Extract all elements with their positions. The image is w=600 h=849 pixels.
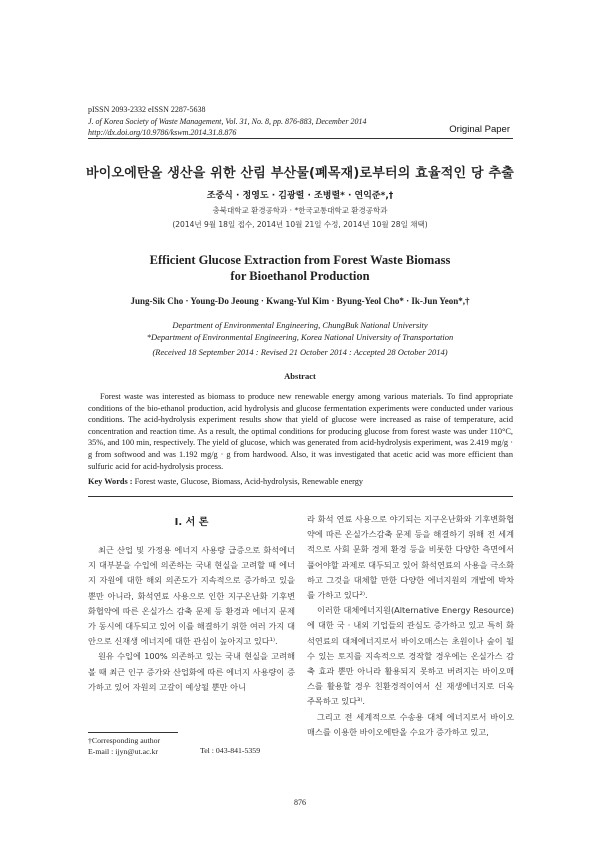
affiliation-line-1: Department of Environmental Engineering, ChungBuk National University [172, 320, 428, 330]
right-paragraph-2: 이러한 대체에너지원(Alternative Energy Resource)에 대한 국 · 내외 기업들의 관심도 증가하고 있고 특히 화석연료의 대체에너지로서 바이오매스는 초원이나 숲이 될 수 있는 토지를 지속적으로 경작할 경우에는 온실가스 감축 효과 뿐만 아니라 활용되지 못하고 버려지는 바이오매스를 활용할 경우 친환경적이여서 신 재생에너지로 더욱 주목하고 있다³⁾. [307, 605, 514, 707]
keywords-label: Key Words : [88, 477, 133, 486]
page-number: 876 [294, 798, 306, 807]
english-dates: (Received 18 September 2014 : Revised 21 October 2014 : Accepted 28 October 2014) [152, 347, 448, 357]
korean-affiliation: 충북대학교 환경공학과 · *한국교통대학교 환경공학과 [212, 206, 388, 215]
english-affiliation [60, 320, 540, 343]
corresponding-email: E-mail : ijyn@ut.ac.kr [88, 747, 158, 756]
abstract-body [88, 391, 513, 472]
english-title-line-2: for Bioethanol Production [230, 269, 370, 283]
abstract-rule [88, 496, 513, 497]
english-title [60, 252, 540, 284]
english-authors: Jung-Sik Cho · Young-Do Jeoung · Kwang-Yul Kim · Byung-Yeol Cho* · Ik-Jun Yeon*,† [130, 296, 470, 306]
keywords [88, 477, 513, 486]
issn-line: pISSN 2093-2332 eISSN 2287-5638 [88, 105, 206, 114]
header-rule [88, 138, 513, 139]
left-paragraph-2: 원유 수입에 100% 의존하고 있는 국내 현실을 고려해 볼 때 최근 인구 증가와 산업화에 따른 에너지 사용량이 증가하고 있어 자원의 고갈이 예상될 뿐만 아니 [88, 651, 295, 692]
journal-info [88, 104, 366, 139]
english-title-line-1: Efficient Glucose Extraction from Forest Waste Biomass [149, 253, 451, 267]
corresponding-tel: Tel : 043-841-5359 [200, 746, 261, 755]
section-heading-introduction: I. 서 론 [174, 517, 209, 528]
korean-authors: 조중식 · 정영도 · 김광렬 · 조병렬* · 연익준*,† [206, 191, 394, 201]
left-column [88, 543, 295, 695]
affiliation-line-2: *Department of Environmental Engineering, Korea National University of Transportation [146, 331, 454, 342]
abstract-text: Forest waste was interested as biomass to produce new renewable energy among various materials. To find appropriate conditions of the bio-ethanol production, acid hydrolysis and glucose fermentation experiments were conducted under various conditions. The acid-hydrolysis experiment results show that yield of glucose were increased as raise of temperature, acid concentration and reaction time. As a result, the optimal conditions for producing glucose from forest waste was under 110°C, 35%, and 100 min, respectively. The yield of glucose, which was generated from acid-hydrolysis experiment, was 2.419 mg/g · g from softwood and was 1.192 mg/g · g from hardwood. Also, it was investigated that acetic acid was more efficient than sulfuric acid for acid-hydrolysis process. [88, 392, 513, 471]
abstract-heading: Abstract [284, 371, 316, 381]
footnote-rule [88, 732, 178, 733]
corresponding-author: †Corresponding author [88, 736, 161, 745]
keywords-text: Forest waste, Glucose, Biomass, Acid-hydrolysis, Renewable energy [132, 477, 364, 486]
korean-title: 바이오에탄올 생산을 위한 산림 부산물(폐목재)로부터의 효율적인 당 추출 [85, 166, 515, 181]
right-paragraph-3: 그리고 전 세계적으로 수송용 대체 에너지로서 바이오매스를 이용한 바이오에탄올 수요가 증가하고 있고, [307, 711, 514, 737]
footnote [88, 735, 298, 757]
right-column [307, 512, 514, 740]
right-paragraph-1: 라 화석 연료 사용으로 야기되는 지구온난화와 기후변화협약에 따른 온실가스감축 문제 등을 해결하기 위해 전 세계적으로 사회 문화 경제 환경 등을 비롯한 다양한 측면에서 풀어야할 과제로 대두되고 있어 화석연료의 사용을 극소화하고 그것을 대체할 만한 다양한 에너지원의 개발에 박차를 가하고 있다²⁾. [307, 514, 514, 601]
left-paragraph-1: 최근 산업 및 가정용 에너지 사용량 급증으로 화석에너지 대부분을 수입에 의존하는 국내 현실을 고려할 때 에너지 자원에 대한 해외 의존도가 지속적으로 증가하고 있을 뿐만 아니라, 화석연료 사용으로 인한 지구온난화 기후변화협약에 따른 온실가스 감축 문제 등 환경과 에너지 문제가 동시에 대두되고 있어 이를 해결하기 위한 여러 가지 대안으로 신재생 에너지에 대한 관심이 높아지고 있다¹⁾. [88, 545, 295, 647]
doi-link[interactable]: http://dx.doi.org/10.9786/kswm.2014.31.8.876 [88, 128, 237, 137]
article-type-label: Original Paper [449, 124, 510, 135]
citation-line: J. of Korea Society of Waste Management, Vol. 31, No. 8, pp. 876-883, December 2014 [88, 116, 367, 126]
korean-dates: (2014년 9월 18일 접수, 2014년 10월 21일 수정, 2014년 10월 28일 채택) [172, 220, 428, 229]
